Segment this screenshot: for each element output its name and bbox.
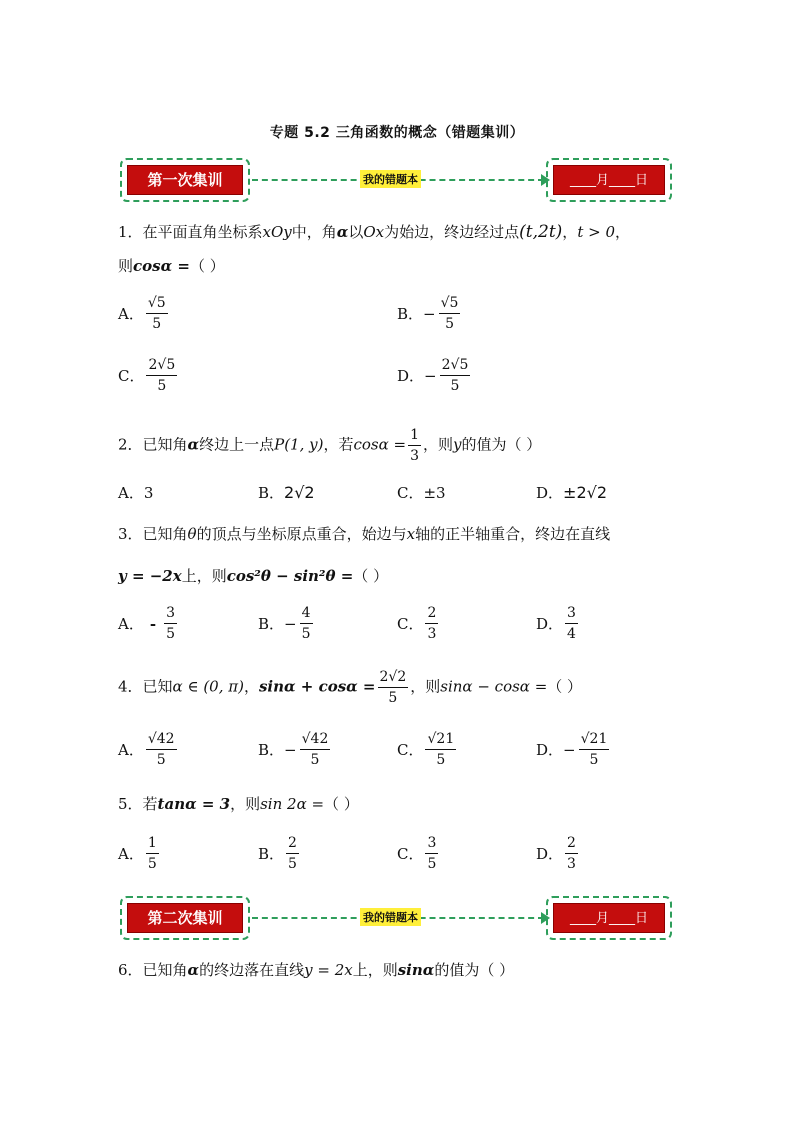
fraction bbox=[565, 834, 578, 873]
q3-blank: （ ） bbox=[353, 567, 389, 585]
option-label: A． bbox=[118, 845, 144, 863]
q3-line-equation: y = −2x bbox=[118, 567, 182, 585]
minus-sign: − bbox=[284, 614, 297, 633]
fraction-denominator: 5 bbox=[152, 316, 162, 332]
q1-text-f: ， bbox=[615, 223, 631, 241]
fraction-numerator: 1 bbox=[146, 834, 159, 854]
q4-text-c: ，则 bbox=[410, 677, 441, 696]
q1-xoy: xOy bbox=[262, 223, 292, 241]
fraction-denominator: 5 bbox=[436, 752, 446, 768]
mistake-notebook-label: 我的错题本 bbox=[360, 170, 421, 188]
option-value: ±3 bbox=[423, 484, 446, 502]
fraction-numerator: √42 bbox=[146, 730, 177, 750]
q2-cos: cosα = bbox=[353, 435, 407, 454]
fraction-numerator: √5 bbox=[146, 294, 168, 314]
fraction-numerator: 3 bbox=[565, 604, 578, 624]
fraction-numerator: 3 bbox=[425, 834, 438, 854]
fraction-numerator: 2√5 bbox=[440, 356, 471, 376]
q1-option-b bbox=[397, 294, 462, 333]
fraction bbox=[146, 730, 177, 769]
q5-blank: （ ） bbox=[324, 795, 359, 813]
question-3-line-2 bbox=[118, 566, 388, 586]
fraction bbox=[408, 426, 421, 465]
training-banner-first bbox=[120, 158, 672, 202]
fraction-numerator: 2 bbox=[286, 834, 299, 854]
fraction-numerator: √21 bbox=[579, 730, 610, 750]
fraction bbox=[146, 294, 168, 333]
second-training-label: 第二次集训 bbox=[127, 903, 243, 933]
fraction-denominator: 5 bbox=[288, 856, 297, 872]
fraction-denominator: 5 bbox=[157, 378, 167, 394]
fraction bbox=[164, 604, 177, 643]
fraction-denominator: 5 bbox=[589, 752, 599, 768]
q1-expression: cosα = bbox=[133, 257, 190, 275]
option-label: C． bbox=[397, 741, 424, 759]
q1-condition: t > 0 bbox=[577, 223, 615, 241]
q3-text-a: 3．已知角 bbox=[118, 525, 188, 543]
option-label: D． bbox=[536, 845, 564, 863]
option-label: D． bbox=[536, 615, 564, 633]
date-box bbox=[546, 158, 672, 202]
q2-point: P(1, y) bbox=[274, 435, 324, 454]
q6-text-a: 6．已知角 bbox=[118, 961, 188, 979]
q1-text-then: 则 bbox=[118, 257, 134, 275]
fraction-denominator: 3 bbox=[427, 626, 437, 642]
q1-ox: Ox bbox=[363, 223, 385, 241]
fraction-numerator: 1 bbox=[408, 426, 421, 446]
q3-x: x bbox=[406, 525, 416, 543]
question-5 bbox=[118, 794, 359, 814]
option-label: B． bbox=[258, 845, 285, 863]
q4-expression: sinα + cosα = bbox=[258, 677, 376, 696]
minus-sign: − bbox=[284, 740, 297, 759]
q1-alpha: α bbox=[336, 223, 349, 241]
fraction-denominator: 3 bbox=[567, 856, 576, 872]
q4-option-a bbox=[118, 730, 179, 769]
q4-ask: sinα − cosα = bbox=[440, 677, 548, 696]
second-training-box bbox=[120, 896, 250, 940]
option-label: C． bbox=[397, 615, 424, 633]
q5-option-b bbox=[258, 834, 301, 873]
fraction bbox=[579, 730, 610, 769]
q6-line-equation: y = 2x bbox=[304, 961, 353, 979]
q1-text-b: 中，角 bbox=[291, 223, 337, 241]
q2-text-b: 终边上一点 bbox=[199, 435, 275, 454]
fraction bbox=[378, 668, 409, 707]
q3-text-then: 上，则 bbox=[181, 567, 227, 585]
q4-option-d bbox=[536, 730, 611, 769]
q1-point: (t,2t) bbox=[519, 222, 563, 242]
option-value: 3 bbox=[143, 484, 154, 502]
option-label: A． bbox=[118, 615, 144, 633]
q6-text-c: 上，则 bbox=[352, 961, 398, 979]
first-training-label: 第一次集训 bbox=[127, 165, 243, 195]
q5-text-b: ，则 bbox=[230, 795, 261, 813]
fraction bbox=[146, 356, 177, 395]
option-label: B． bbox=[258, 484, 285, 502]
fraction-denominator: 3 bbox=[410, 448, 420, 464]
q6-text-d: 的值为（ ） bbox=[434, 961, 515, 979]
q4-blank: （ ） bbox=[547, 677, 583, 696]
option-label: A． bbox=[118, 305, 144, 323]
q3-text-b: 的顶点与坐标原点重合，始边与 bbox=[196, 525, 407, 543]
q4-text-b: ， bbox=[243, 677, 259, 696]
fraction bbox=[440, 356, 471, 395]
option-label: A． bbox=[118, 741, 144, 759]
fraction-denominator: 5 bbox=[450, 378, 460, 394]
option-label: C． bbox=[397, 845, 424, 863]
minus-sign: − bbox=[563, 740, 576, 759]
q3-option-d bbox=[536, 604, 580, 643]
fraction-denominator: 5 bbox=[166, 626, 175, 642]
q5-option-d bbox=[536, 834, 580, 873]
q2-option-c bbox=[397, 482, 446, 503]
question-6 bbox=[118, 960, 514, 980]
option-label: D． bbox=[536, 484, 564, 502]
q2-text-c: ，若 bbox=[323, 435, 354, 454]
fraction-numerator: √5 bbox=[439, 294, 461, 314]
q4-text-a: 4．已知 bbox=[118, 677, 173, 696]
q5-option-c bbox=[397, 834, 440, 873]
date-box bbox=[546, 896, 672, 940]
question-1-line-2 bbox=[118, 256, 225, 276]
fraction-denominator: 4 bbox=[567, 626, 576, 642]
minus-sign: − bbox=[424, 366, 437, 385]
fraction-denominator: 5 bbox=[445, 316, 454, 332]
q1-text-d: 为始边，终边经过点 bbox=[384, 223, 520, 241]
q3-option-b bbox=[258, 604, 315, 643]
option-label: B． bbox=[397, 305, 424, 323]
q3-theta: θ bbox=[187, 525, 197, 543]
page-title: 专题 5.2 三角函数的概念（错题集训） bbox=[269, 125, 525, 141]
fraction-numerator: 2 bbox=[425, 604, 438, 624]
q2-text-e: 的值为（ ） bbox=[461, 435, 542, 454]
q4-option-c bbox=[397, 730, 458, 769]
q6-alpha: α bbox=[187, 961, 200, 979]
fraction-denominator: 5 bbox=[301, 626, 311, 642]
q1-option-a bbox=[118, 294, 170, 333]
q6-sin: sinα bbox=[397, 961, 435, 979]
minus-sign: − bbox=[423, 304, 436, 323]
option-label: B． bbox=[258, 615, 285, 633]
fraction-denominator: 5 bbox=[427, 856, 437, 872]
fraction-denominator: 5 bbox=[156, 752, 166, 768]
q5-condition: tanα = 3 bbox=[157, 795, 231, 813]
q2-option-d bbox=[536, 482, 607, 503]
fraction-numerator: 2√2 bbox=[378, 668, 409, 688]
fraction bbox=[300, 730, 331, 769]
fraction bbox=[565, 604, 578, 643]
option-label: D． bbox=[536, 741, 564, 759]
fraction bbox=[286, 834, 299, 873]
q5-text-a: 5．若 bbox=[118, 795, 158, 813]
q2-text-d: ，则 bbox=[423, 435, 454, 454]
q5-ask: sin 2α = bbox=[260, 795, 325, 813]
fraction bbox=[300, 604, 313, 643]
option-label: D． bbox=[397, 367, 425, 385]
question-1-line-1 bbox=[118, 222, 630, 242]
date-label: ____月____日 bbox=[553, 903, 665, 933]
q1-option-d bbox=[397, 356, 472, 395]
q2-y: y bbox=[453, 435, 462, 454]
q3-expression: cos²θ − sin²θ = bbox=[226, 567, 354, 585]
q3-option-a bbox=[118, 604, 179, 643]
q1-text-a: 1．在平面直角坐标系 bbox=[118, 223, 263, 241]
option-label: C． bbox=[397, 484, 424, 502]
q4-option-b bbox=[258, 730, 332, 769]
option-label: A． bbox=[118, 484, 144, 502]
q1-option-c bbox=[118, 356, 179, 395]
question-4 bbox=[118, 668, 582, 707]
question-3-line-1 bbox=[118, 524, 610, 544]
fraction-numerator: √21 bbox=[425, 730, 456, 750]
q2-option-a bbox=[118, 482, 153, 503]
q2-option-b bbox=[258, 482, 315, 503]
minus-sign: - bbox=[149, 614, 157, 633]
q1-blank: （ ） bbox=[189, 257, 225, 275]
q6-text-b: 的终边落在直线 bbox=[199, 961, 305, 979]
q4-condition: α ∈ (0, π) bbox=[172, 677, 244, 696]
fraction-numerator: 3 bbox=[164, 604, 177, 624]
first-training-box bbox=[120, 158, 250, 202]
q1-text-c: 以 bbox=[348, 223, 364, 241]
fraction bbox=[439, 294, 461, 333]
fraction-denominator: 5 bbox=[310, 752, 320, 768]
fraction-numerator: 2 bbox=[565, 834, 578, 854]
fraction bbox=[425, 834, 438, 873]
fraction-denominator: 5 bbox=[147, 856, 157, 872]
fraction-numerator: 2√5 bbox=[146, 356, 177, 376]
q1-text-e: ， bbox=[562, 223, 578, 241]
q3-text-c: 轴的正半轴重合，终边在直线 bbox=[415, 525, 611, 543]
mistake-notebook-label: 我的错题本 bbox=[360, 908, 421, 926]
option-label: C． bbox=[118, 367, 145, 385]
q2-text-a: 2．已知角 bbox=[118, 435, 188, 454]
question-2 bbox=[118, 426, 541, 465]
fraction bbox=[425, 604, 438, 643]
training-banner-second bbox=[120, 896, 672, 940]
q2-alpha: α bbox=[187, 435, 200, 454]
date-label: ____月____日 bbox=[553, 165, 665, 195]
option-label: B． bbox=[258, 741, 285, 759]
fraction-denominator: 5 bbox=[388, 690, 398, 706]
fraction bbox=[146, 834, 159, 873]
fraction-numerator: √42 bbox=[300, 730, 331, 750]
fraction bbox=[425, 730, 456, 769]
q5-option-a bbox=[118, 834, 161, 873]
option-value: 2√2 bbox=[284, 483, 315, 502]
q3-option-c bbox=[397, 604, 440, 643]
option-value: ±2√2 bbox=[563, 483, 607, 502]
fraction-numerator: 4 bbox=[300, 604, 313, 624]
